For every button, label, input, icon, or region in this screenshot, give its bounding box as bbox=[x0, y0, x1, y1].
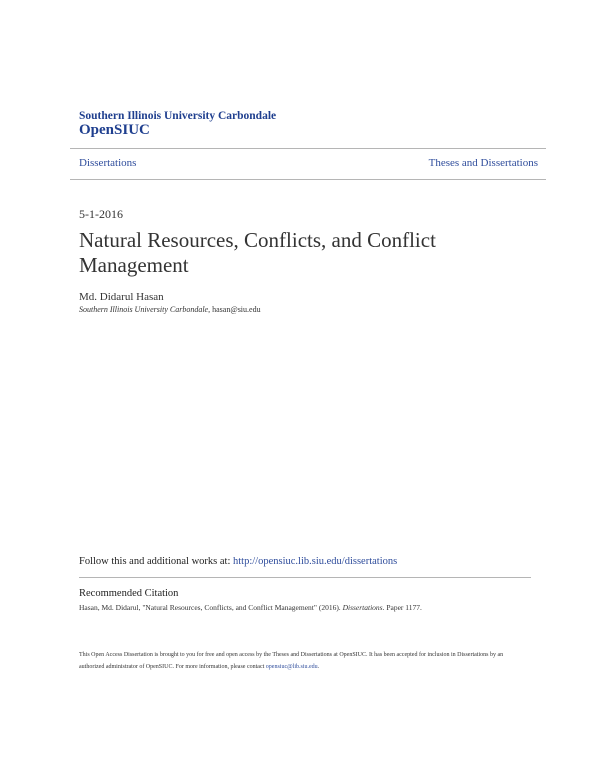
follow-rule bbox=[79, 577, 531, 578]
follow-line bbox=[79, 556, 397, 567]
author-affiliation bbox=[79, 305, 261, 314]
follow-text: Follow this and additional works at: bbox=[79, 556, 233, 567]
citation-end: Paper 1177. bbox=[384, 603, 422, 612]
access-notice bbox=[79, 649, 519, 673]
header-rule-top bbox=[70, 148, 546, 149]
citation-main: Hasan, Md. Didarul, "Natural Resources, Conflicts, and Conflict Management" (2016). bbox=[79, 603, 343, 612]
author-name: Md. Didarul Hasan bbox=[79, 291, 164, 303]
notice-end: . bbox=[317, 664, 320, 670]
publication-date: 5-1-2016 bbox=[79, 207, 123, 221]
author-email: , hasan@siu.edu bbox=[208, 305, 261, 314]
institution-name: Southern Illinois University Carbondale bbox=[79, 110, 277, 122]
repository-name[interactable]: OpenSIUC bbox=[79, 122, 150, 138]
recommended-citation-heading: Recommended Citation bbox=[79, 588, 179, 599]
citation-series: Dissertations. bbox=[342, 603, 385, 612]
nav-dissertations-link[interactable]: Dissertations bbox=[79, 157, 137, 169]
nav-theses-link[interactable]: Theses and Dissertations bbox=[428, 157, 538, 169]
contact-email-link[interactable]: opensiuc@lib.siu.edu bbox=[265, 664, 318, 670]
affiliation-institution: Southern Illinois University Carbondale bbox=[79, 305, 209, 314]
citation-text bbox=[79, 603, 422, 612]
header-rule-bottom bbox=[70, 179, 546, 180]
document-title: Natural Resources, Conflicts, and Conflict Management bbox=[79, 228, 436, 277]
dissertations-url-link[interactable]: http://opensiuc.lib.siu.edu/dissertations bbox=[233, 556, 398, 567]
notice-text: This Open Access Dissertation is brought to you for free and open access by the Theses and Dissertations at OpenSIUC. It has been accepted for inclusion in Dissertations by an authorized administrator of OpenSIUC. For more information, please contact bbox=[79, 652, 504, 670]
